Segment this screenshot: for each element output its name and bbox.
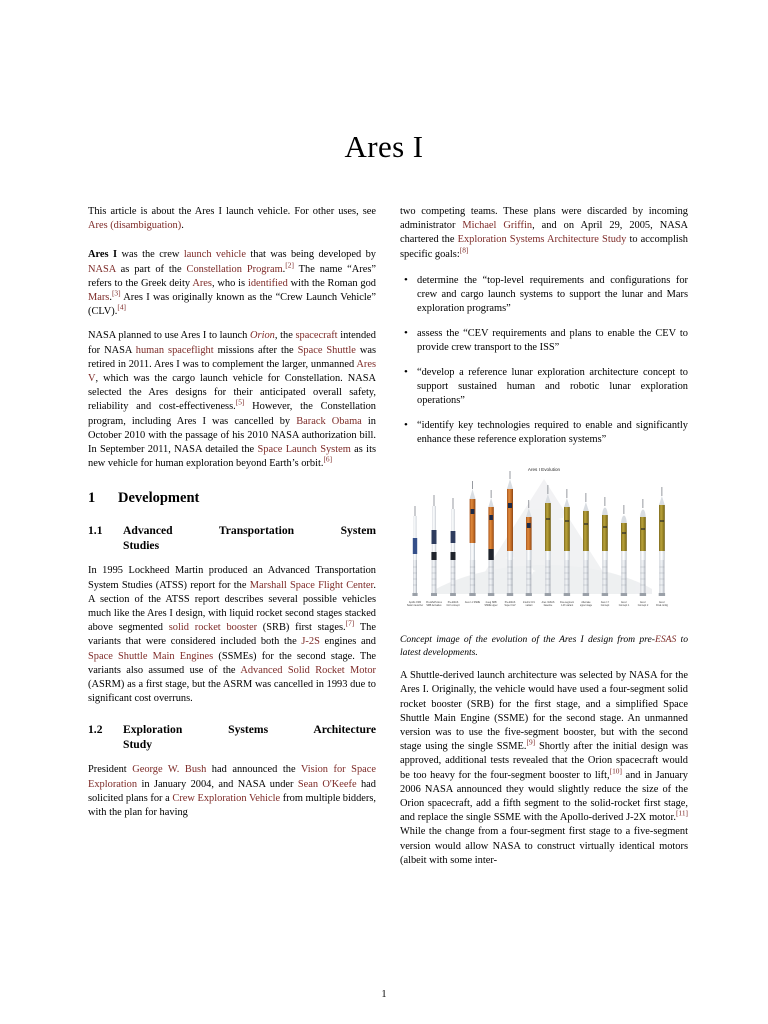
reference-label: [5] bbox=[235, 397, 245, 407]
text: as its new vehicle for human exploration beyond Earth’s orbit. bbox=[88, 444, 376, 470]
caption-pre: Concept image of the evolution of the Ares I design from pre- bbox=[400, 634, 655, 646]
esas-goals-list bbox=[400, 274, 688, 448]
text: as part of the bbox=[115, 263, 187, 275]
svg-text:SSME upper: SSME upper bbox=[484, 605, 498, 608]
svg-text:Ares I: Ares I bbox=[640, 602, 646, 605]
reference-9[interactable] bbox=[526, 738, 535, 747]
link-space-launch-system[interactable]: Space Launch System bbox=[257, 444, 351, 456]
text: . A section of the ATSS report describes several possible vehicles much like the Ares I design, with liquid rocket second stages stacked above segmented bbox=[88, 579, 376, 634]
svg-text:Ares I: Ares I bbox=[659, 602, 665, 605]
link-identified[interactable]: identified bbox=[247, 277, 288, 289]
link-vision-for-space-exploration[interactable]: Vision for Space Exploration bbox=[88, 764, 376, 790]
text: from multiple bidders, with the plan for having bbox=[88, 792, 376, 819]
text: to accomplish specific goals: bbox=[400, 234, 688, 260]
text: engines and bbox=[319, 636, 376, 648]
hatnote-post: . bbox=[181, 220, 184, 232]
text: The name “Ares” refers to the Greek deity bbox=[88, 263, 377, 289]
svg-text:Concept 2: Concept 2 bbox=[637, 605, 649, 608]
list-item: • determine the “top-level requirements and configurations for crew and cargo launch systems to support the lunar and Mars exploration programs” bbox=[417, 274, 688, 317]
text: However, the Constellation program, including Ares I was cancelled by bbox=[88, 401, 376, 427]
text: NASA planned to use Ares I to launch bbox=[88, 330, 251, 342]
reference-4[interactable] bbox=[117, 303, 126, 312]
page-number: 1 bbox=[381, 989, 387, 1000]
paragraph-orion bbox=[88, 329, 376, 471]
section-heading-development bbox=[88, 489, 376, 507]
link-nasa[interactable]: NASA bbox=[88, 263, 116, 275]
paragraph-shuttle-derived bbox=[400, 669, 688, 868]
link-orion[interactable]: Orion bbox=[250, 330, 275, 342]
svg-text:Concept 1: Concept 1 bbox=[618, 605, 630, 608]
link-space-shuttle-main-engines[interactable]: Space Shuttle Main Engines bbox=[88, 650, 214, 662]
text: (SSMEs) for the second stage. The variants also assumed use of the bbox=[88, 650, 376, 676]
paragraph-esas-continued bbox=[400, 205, 688, 262]
reference-label: [3] bbox=[111, 288, 121, 298]
text: had announced the bbox=[206, 764, 301, 776]
reference-label: [10] bbox=[609, 766, 622, 776]
text: was the crew bbox=[117, 249, 184, 261]
reference-label: [7] bbox=[345, 618, 355, 628]
subsection-number: 1.2 bbox=[88, 723, 103, 737]
paragraph-esas-intro bbox=[88, 763, 376, 820]
svg-text:Ares I ESAS: Ares I ESAS bbox=[541, 602, 555, 605]
text: in October 2010 with the passage of his 2010 NASA authorization bill. In September 2011, NASA detailed the bbox=[88, 415, 376, 456]
link-ares-disambiguation[interactable]: Ares (disambiguation) bbox=[88, 220, 182, 232]
svg-text:Ares I: Ares I bbox=[621, 602, 627, 605]
link-exploration-systems-architecture-study[interactable]: Exploration Systems Architecture Study bbox=[457, 234, 627, 246]
link-marshall-space-flight-center[interactable]: Marshall Space Flight Center bbox=[249, 579, 374, 591]
text: (ASRM) as a first stage, but the ASRM was cancelled in 1993 due to significant cost overruns. bbox=[88, 679, 376, 705]
svg-text:J-2X variant: J-2X variant bbox=[560, 605, 574, 608]
figure-ares-evolution bbox=[400, 461, 688, 659]
svg-text:Apollo CSM: Apollo CSM bbox=[408, 602, 422, 605]
subsection-title bbox=[123, 722, 376, 752]
reference-8[interactable] bbox=[460, 245, 469, 254]
svg-text:Ares I-1 SSME: Ares I-1 SSME bbox=[464, 602, 481, 605]
svg-text:Saturn launcher: Saturn launcher bbox=[406, 605, 424, 608]
text: that was being developed by bbox=[245, 249, 376, 261]
section-number: 1 bbox=[88, 490, 96, 507]
hatnote bbox=[88, 205, 376, 233]
svg-text:Pre-ESAS Ares: Pre-ESAS Ares bbox=[426, 602, 442, 605]
svg-text:Final config: Final config bbox=[656, 605, 668, 608]
page-title: Ares I bbox=[344, 128, 424, 164]
svg-text:Pre-ESAS: Pre-ESAS bbox=[504, 602, 516, 605]
text: . bbox=[282, 263, 286, 275]
reference-label: [11] bbox=[675, 808, 688, 818]
text: two competing teams. These plans were discarded by incoming administrator bbox=[400, 206, 688, 232]
link-j2s[interactable]: J-2S bbox=[301, 636, 320, 648]
link-constellation-program[interactable]: Constellation Program bbox=[186, 263, 283, 275]
paragraph-lead bbox=[88, 248, 376, 319]
subsection-heading-esas bbox=[88, 722, 376, 752]
text: (SRB) first stages. bbox=[257, 622, 346, 634]
caption-post: to latest developments. bbox=[400, 634, 688, 658]
list-item: • “develop a reference lunar exploration architecture concept to support sustained human and robotic lunar exploration operations” bbox=[417, 366, 688, 409]
figure-caption bbox=[400, 634, 688, 659]
text: , and on April 29, 2005, NASA chartered the bbox=[400, 220, 688, 246]
svg-text:SRB derivative: SRB derivative bbox=[426, 605, 442, 608]
svg-text:Concept: Concept bbox=[600, 605, 610, 608]
svg-text:baseline: baseline bbox=[543, 605, 553, 608]
svg-text:Alternate: Alternate bbox=[581, 602, 591, 605]
text: President bbox=[88, 764, 133, 776]
reference-label: [4] bbox=[117, 302, 126, 312]
reference-6[interactable] bbox=[323, 455, 332, 464]
subsection-title-line2: Study bbox=[123, 738, 153, 752]
svg-text:Five-segment: Five-segment bbox=[560, 602, 574, 605]
subsection-title-line1: Advanced Transportation System bbox=[123, 524, 376, 538]
two-column-body bbox=[88, 205, 688, 960]
link-george-w-bush[interactable]: George W. Bush bbox=[132, 764, 207, 776]
svg-text:CLV concept: CLV concept bbox=[446, 605, 460, 608]
text: intended for NASA bbox=[88, 330, 376, 356]
link-crew-exploration-vehicle[interactable]: Crew Exploration Vehicle bbox=[172, 792, 281, 804]
text: and in January 2006 NASA announced they would slightly reduce the size of the Orion spacecraft, add a fifth segment to the solid-rocket first stage, and replace the single SSME with the Apollo-derived J-2X motor. bbox=[400, 769, 688, 824]
list-item: • “identify key technologies required to enable and significantly enhance these reference exploration systems” bbox=[417, 419, 688, 447]
text: , who is bbox=[211, 277, 248, 289]
link-human-spaceflight[interactable]: human spaceflight bbox=[135, 344, 214, 356]
subsection-number: 1.1 bbox=[88, 524, 103, 538]
reference-7[interactable] bbox=[346, 619, 355, 628]
left-column bbox=[88, 205, 376, 960]
section-title: Development bbox=[118, 490, 200, 507]
text: . bbox=[109, 292, 112, 304]
text: A Shuttle-derived launch architecture was selected by NASA for the Ares I. Originally, the vehicle would have used a four-segment solid rocket booster (SRB) for the first stage, and a simplified Space Shuttle Main Engine (SSME) for the second stage. An unmanned version was to use the five-segment booster, but with the second stage using the single SSME. bbox=[400, 670, 688, 753]
text: Ares I was originally known as the “Crew Launch Vehicle” (CLV). bbox=[88, 292, 376, 318]
svg-text:Interim CLV: Interim CLV bbox=[523, 602, 535, 605]
link-advanced-solid-rocket-motor[interactable]: Advanced Solid Rocket Motor bbox=[240, 664, 376, 676]
text: While the change from a four-segment first stage to a five-segment version would allow NASA to construct virtually identical motors (albeit with some inter- bbox=[400, 826, 688, 866]
svg-text:Ares I-Y: Ares I-Y bbox=[600, 602, 610, 605]
text: , which was the cargo launch vehicle for Constellation. NASA selected the Ares designs for their anticipated overall safety, reliability and cost-effectiveness. bbox=[88, 373, 376, 413]
figure-image bbox=[400, 461, 688, 627]
link-michael-griffin[interactable]: Michael Griffin bbox=[462, 220, 533, 232]
text: , the bbox=[274, 330, 296, 342]
reference-10[interactable] bbox=[610, 766, 622, 775]
link-ares-deity[interactable]: Ares bbox=[192, 277, 212, 289]
text: with the Roman god bbox=[287, 277, 377, 289]
svg-text:Super CLV: Super CLV bbox=[504, 605, 516, 608]
text: missions after the bbox=[213, 344, 298, 356]
text: The variants that were considered included both the bbox=[88, 622, 376, 648]
link-mars[interactable]: Mars bbox=[88, 292, 110, 304]
subsection-title bbox=[123, 523, 376, 553]
svg-text:4-seg SRB: 4-seg SRB bbox=[485, 602, 497, 605]
right-column bbox=[400, 205, 688, 960]
subsection-title-line1: Exploration Systems Architecture bbox=[123, 723, 376, 737]
link-sean-okeefe[interactable]: Sean O'Keefe bbox=[297, 778, 357, 790]
text: in January 2004, and NASA under bbox=[137, 778, 298, 790]
link-launch-vehicle[interactable]: launch vehicle bbox=[183, 249, 246, 261]
reference-2[interactable] bbox=[285, 260, 294, 269]
reference-label: [6] bbox=[323, 454, 333, 464]
link-barack-obama[interactable]: Barack Obama bbox=[296, 415, 362, 427]
text: Shortly after the initial design was approved, additional tests revealed that the Orion spacecraft would be too heavy for the four-segment booster to lift, bbox=[400, 741, 688, 781]
link-ares-v[interactable]: Ares V bbox=[88, 358, 376, 385]
hatnote-pre: This article is about the Ares I launch vehicle. For other uses, see bbox=[88, 206, 376, 217]
reference-label: [2] bbox=[285, 260, 294, 270]
reference-3[interactable] bbox=[112, 289, 121, 298]
lead-term: Ares I bbox=[88, 249, 118, 261]
svg-text:variant: variant bbox=[525, 605, 533, 608]
figure-image-title: Ares I Evolution bbox=[527, 467, 561, 473]
ares-evolution-illustration bbox=[400, 461, 688, 627]
link-spacecraft[interactable]: spacecraft bbox=[295, 330, 338, 342]
text: In 1995 Lockheed Martin produced an Advanced Transportation System Studies (ATSS) report for the bbox=[88, 565, 376, 591]
text: was retired in 2011. Ares I was to complement the larger, unmanned bbox=[88, 344, 376, 370]
reference-label: [8] bbox=[459, 245, 469, 255]
list-item: • assess the “CEV requirements and plans to enable the CEV to provide crew transport to the ISS” bbox=[417, 327, 688, 355]
subsection-title-line2: Studies bbox=[123, 539, 160, 553]
link-space-shuttle[interactable]: Space Shuttle bbox=[297, 344, 356, 356]
text: had solicited plans for a bbox=[88, 778, 376, 804]
svg-text:Pre-ESAS: Pre-ESAS bbox=[447, 602, 459, 605]
link-esas[interactable]: ESAS bbox=[654, 634, 677, 646]
reference-11[interactable] bbox=[676, 809, 688, 818]
link-solid-rocket-booster[interactable]: solid rocket booster bbox=[168, 622, 258, 634]
svg-text:upper stage: upper stage bbox=[579, 605, 593, 608]
subsection-heading-atss bbox=[88, 523, 376, 553]
paragraph-atss bbox=[88, 564, 376, 706]
reference-label: [9] bbox=[526, 737, 536, 747]
